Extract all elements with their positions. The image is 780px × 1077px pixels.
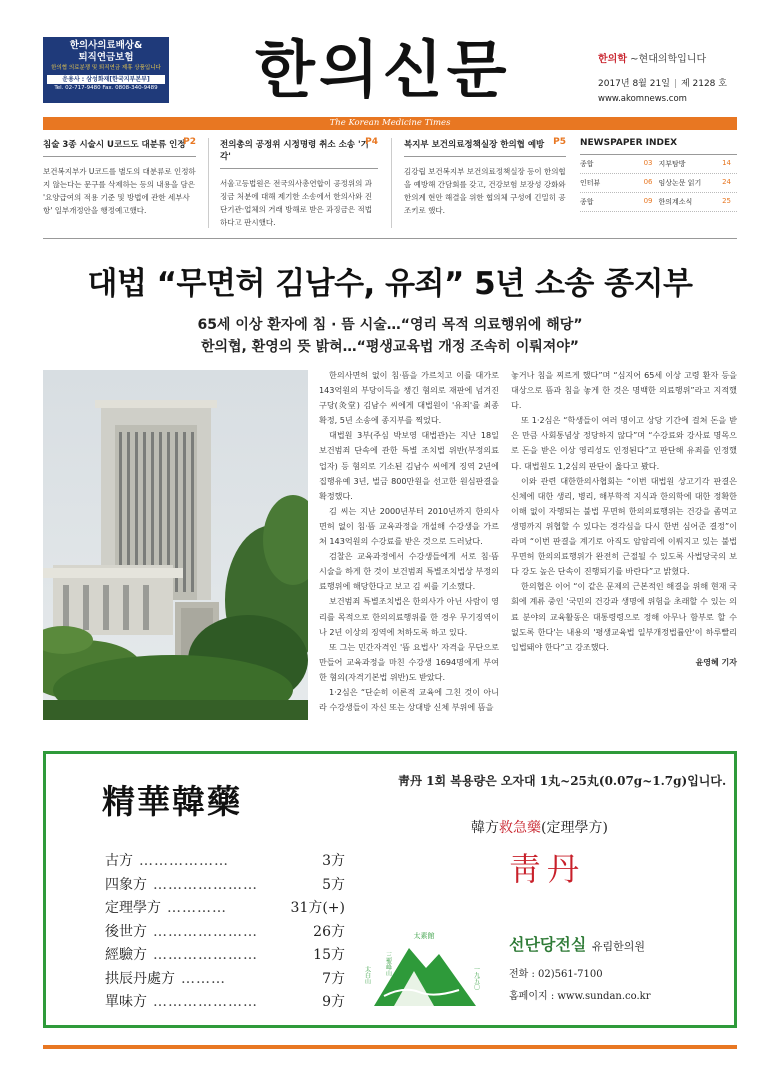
divider xyxy=(43,238,737,239)
brand-red: 한의학 xyxy=(598,54,627,65)
teaser-1[interactable] xyxy=(43,138,196,217)
newspaper-index xyxy=(580,138,737,212)
seal-right-text: 一九五〇 xyxy=(472,966,480,990)
ad-title: 精華韓藥 xyxy=(102,782,242,821)
tagline-bar: The Korean Medicine Times xyxy=(43,117,737,130)
prescription-list xyxy=(105,850,345,1015)
clinic-name: 선단당전실 유림한의원 xyxy=(509,935,645,954)
teaser-page: P4 xyxy=(365,137,378,147)
index-entry[interactable]: 지부탐방 14 xyxy=(658,159,731,168)
list-item: 四象方 ………………… 5方 xyxy=(105,876,345,893)
ad-line-1: 한의사의료배상& xyxy=(69,40,143,51)
teaser-page: P2 xyxy=(183,137,196,147)
teaser-2[interactable] xyxy=(220,138,378,229)
article-paragraph: 또 그는 민간자격인 '뜸 요법사' 자격을 무단으로 만들어 교육과정을 마친 수강생 1694명에게 부여한 혐의(자격기본법 위반)도 받았다. xyxy=(319,641,499,682)
index-row xyxy=(580,155,737,174)
index-title: NEWSPAPER INDEX xyxy=(580,138,737,155)
article-paragraph: 한의협은 이어 “이 같은 문제의 근본적인 해결을 위해 현재 국회에 계류 중인 '국민의 건강과 생명에 위험을 초래할 수 있는 의료 분야의 교육활동은 대통령령으로 정해 아무나 함부로 할 수 없도록 한다'는 내용의 '평생교육법 일부개정법률안'이 하루빨리 입법돼야 한다”고 강조했다. xyxy=(511,581,737,652)
issue-date-line: 2017년 8월 21일 | 제 2128 호 xyxy=(598,79,727,89)
site-url[interactable]: www.akomnews.com xyxy=(598,94,687,104)
issue-number: 제 2128 호 xyxy=(680,79,727,89)
ad-subtitle: 韓方救急藥(定理學方) xyxy=(471,820,608,836)
article-paragraph: 놓거나 침을 찌르게 했다”며 “심지어 65세 이상 고령 환자 등을 대상으로 뜸과 침을 놓게 한 것은 명백한 의료행위”라고 지적했다. xyxy=(511,370,737,411)
teaser-3[interactable] xyxy=(404,138,566,217)
index-entry[interactable]: 종합 09 xyxy=(580,197,653,206)
seal-top-text: 太素館 xyxy=(413,932,435,940)
list-item: 古方 ……………… 3方 xyxy=(105,853,345,869)
clinic-phone: 전화 : 02)561-7100 xyxy=(509,969,603,980)
index-entry[interactable]: 임상논문 읽기 24 xyxy=(658,178,731,187)
article-paragraph: 김 씨는 지난 2000년부터 2010년까지 한의사면허 없이 침·뜸 교육과정을 개설해 수강생을 가르쳐 143억원의 수강료를 받은 것으로 드러났다. xyxy=(319,505,499,547)
article-column-1 xyxy=(319,368,499,715)
mountain-seal-logo xyxy=(364,926,484,1011)
ad-brand-name: 靑丹 xyxy=(509,850,586,888)
index-entry[interactable]: 인터뷰 06 xyxy=(580,178,653,187)
article-paragraph: 한의사면허 없이 침·뜸을 가르치고 이를 대가로 143억원의 부당이득을 챙긴 혐의로 재판에 넘겨진 구당(灸堂) 김남수 씨에게 대법원이 '유죄'를 최종 확정, 5년 소송에 종지부를 찍었다. xyxy=(319,370,499,426)
article-paragraph: 대법원 3부(주심 박보영 대법관)는 지난 18일 보건범죄 단속에 관한 특별 조치법 위반(부정의료업자) 등 혐의로 기소된 김남수 씨에게 징역 2년에 집행유예 3년, 벌금 800만원을 선고한 원심판결을 확정했다. xyxy=(319,430,499,501)
teaser-body: 김강립 보건복지부 보건의료정책실장 등이 한의협을 예방해 간담회를 갖고, 건강보험 보장성 강화와 한의계 현안 해결을 위한 협의체 구성에 긴밀히 공조키로 했다. xyxy=(404,167,566,215)
ad-line-4: 운용사 : 삼성화재[한국지부본부] xyxy=(47,75,165,84)
teaser-title: 전의총의 공정위 시정명령 취소 소송 '기각' xyxy=(220,140,369,162)
index-row xyxy=(580,174,737,193)
teaser-title: 복지부 보건의료정책실장 한의협 예방 xyxy=(404,140,545,150)
masthead-title: 한의신문 xyxy=(255,33,511,106)
ad-line-2: 퇴직연금보험 xyxy=(78,52,134,63)
teaser-body: 보건복지부가 U코드를 별도의 대분류로 인정하지 않는다는 문구를 삭제하는 등의 내용을 담은 '요양급여의 적용 기준 및 방법에 관한 세부사항' 일부개정안을 행정예고했다. xyxy=(43,167,196,215)
ad-line-5: Tel. 02-717-9480 Fax. 0808-340-9489 xyxy=(54,85,158,91)
list-item: 經驗方 ………………… 15方 xyxy=(105,947,345,963)
index-entry[interactable]: 종합 03 xyxy=(580,159,653,168)
index-row xyxy=(580,193,737,212)
brand-rest: ~현대의학입니다 xyxy=(626,54,707,65)
byline: 윤영혜 기자 xyxy=(695,657,737,667)
divider xyxy=(208,138,209,228)
brand-slogan xyxy=(598,50,706,65)
teaser-page: P5 xyxy=(553,137,566,147)
article-paragraph: 1·2심은 “단순히 이론적 교육에 그친 것이 아니라 수강생들이 자신 또는 상대방 신체 부위에 뜸을 xyxy=(319,686,499,713)
list-item: 拱辰丹處方 ……… 7方 xyxy=(105,970,345,987)
list-item: 後世方 ………………… 26方 xyxy=(105,923,345,940)
list-item: 定理學方 ………… 31方(+) xyxy=(105,900,345,916)
article-paragraph: 검찰은 교육과정에서 수강생들에게 서로 침·뜸 시술을 하게 한 것이 보건범죄 특별조치법상 부정의료행위에 해당한다고 보고 김 씨를 기소했다. xyxy=(319,551,499,592)
teaser-body: 서울고등법원은 전국의사총연합이 공정위의 과징금 처분에 대해 제기한 소송에서 한의사와 진단기관·업체의 거래 방해로 받은 과징금은 적법하다고 판시했다. xyxy=(220,179,373,227)
seal-mid-text: 三聖峰山 xyxy=(384,952,392,976)
article-paragraph: 보건범죄 특별조치법은 한의사가 아닌 사람이 영리를 목적으로 한의의료행위를 한 경우 무기징역이나 2년 이상의 징역에 처하도록 하고 있다. xyxy=(319,596,499,637)
article-paragraph: 또 1·2심은 “학생들이 여러 명이고 상당 기간에 걸쳐 돈을 받은 만큼 사회통념상 정당하지 않다”며 “수강료와 강사료 명목으로 돈을 받은 이상 영리성도 인정된다”고 판단해 유죄를 인정했다. 대법원도 1,2심의 판단이 옳다고 봤다. xyxy=(511,415,737,471)
ad-dosage: 靑丹 1회 복용량은 오자대 1丸~25丸(0.07g~1.7g)입니다. xyxy=(398,774,727,788)
divider xyxy=(391,138,392,228)
supreme-court-photo xyxy=(43,370,308,720)
subheadline-1: 65세 이상 환자에 침 · 뜸 시술…“영리 목적 의료행위에 해당” xyxy=(197,317,583,333)
subheadline-2: 한의협, 환영의 뜻 밝혀…“평생교육법 개정 조속히 이뤄져야” xyxy=(200,339,579,355)
article-paragraph: 이와 관련 대한한의사협회는 “이번 대법원 상고기각 판결은 신체에 대한 생리, 병리, 해부학적 지식과 한의학에 대한 정확한 이해 없이 자행되는 불법 무면허 한의의료행위는 건강을 좀먹고 생명까지 위협할 수 있다는 경각심을 다시 한번 심어준 결정”이라며 “이번 판결을 계기로 아직도 암암리에 이뤄지고 있는 불법 무면허 한의의료행위가 완전히 근절될 수 있도록 사법당국의 보다 강도 높은 단속이 진행되기를 바란다”고 밝혔다. xyxy=(511,475,737,577)
issue-date: 2017년 8월 21일 xyxy=(598,79,670,89)
teaser-title: 침술 3종 시술시 U코드도 대분류 인정 xyxy=(43,140,186,150)
index-entry[interactable]: 한의계소식 25 xyxy=(658,197,731,206)
bottom-rule xyxy=(43,1045,737,1049)
main-headline: 대법 “무면허 김남수, 유죄” 5년 소송 종지부 xyxy=(87,266,693,302)
ad-line-3: 한의협 의료분쟁 및 퇴직연금 제휴 상품입니다 xyxy=(51,65,161,71)
cheongdan-advertisement[interactable] xyxy=(43,751,737,1028)
insurance-ad-box[interactable] xyxy=(43,37,169,103)
article-column-2 xyxy=(511,368,737,670)
list-item: 單味方 ………………… 9方 xyxy=(105,994,345,1010)
seal-left-text: 太白山 xyxy=(364,966,371,984)
clinic-website[interactable]: 홈페이지 : www.sundan.co.kr xyxy=(509,991,651,1002)
